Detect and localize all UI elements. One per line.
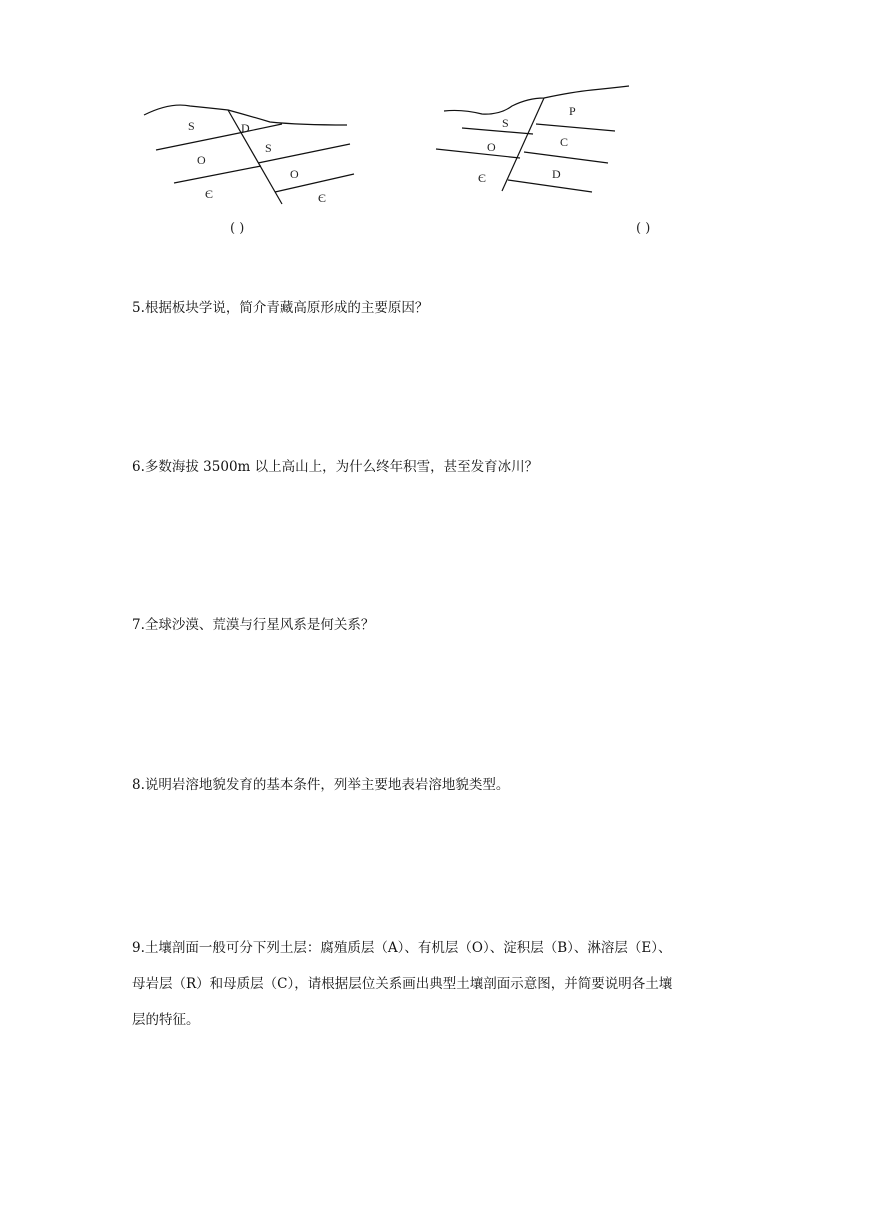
question-8: 8.说明岩溶地貌发育的基本条件，列举主要地表岩溶地貌类型。 xyxy=(132,777,510,793)
layer-label: Є xyxy=(478,171,486,185)
layer-label: O xyxy=(197,153,206,167)
layer-label: O xyxy=(487,140,496,154)
layer-label: C xyxy=(560,135,569,149)
figure-2-diagram xyxy=(432,78,637,203)
question-9 xyxy=(132,930,747,1038)
figure-2 xyxy=(432,78,637,203)
layer-label: S xyxy=(188,119,195,133)
figure-1-diagram xyxy=(140,100,360,215)
layer-label: S xyxy=(502,116,509,130)
question-9-line-1: 9.土壤剖面一般可分下列土层：腐殖质层（A）、有机层（O）、淀积层（B）、淋溶层（E）、 xyxy=(132,940,672,956)
layer-label: P xyxy=(569,104,576,118)
layer-label: D xyxy=(552,167,561,181)
figure-2-caption: ( ) xyxy=(636,221,651,236)
layer-label: O xyxy=(290,167,299,181)
fault-line xyxy=(228,110,282,204)
layer-label: S xyxy=(265,141,272,155)
layer-label: Є xyxy=(205,187,213,201)
question-9-line-2: 母岩层（R）和母质层（C），请根据层位关系画出典型土壤剖面示意图，并简要说明各土壤 xyxy=(132,976,673,992)
question-7: 7.全球沙漠、荒漠与行星风系是何关系？ xyxy=(132,617,375,633)
figure-1-caption: ( ) xyxy=(230,221,245,236)
fault-line xyxy=(502,98,544,191)
question-5: 5.根据板块学说，简介青藏高原形成的主要原因？ xyxy=(132,300,429,316)
figure-1 xyxy=(140,100,360,215)
layer-label: D xyxy=(241,121,250,135)
question-9-line-3: 层的特征。 xyxy=(132,1012,200,1028)
question-6: 6.多数海拔 3500m 以上高山上，为什么终年积雪，甚至发育冰川？ xyxy=(132,459,539,475)
layer-label: Є xyxy=(318,191,326,205)
ground-line xyxy=(444,86,629,114)
